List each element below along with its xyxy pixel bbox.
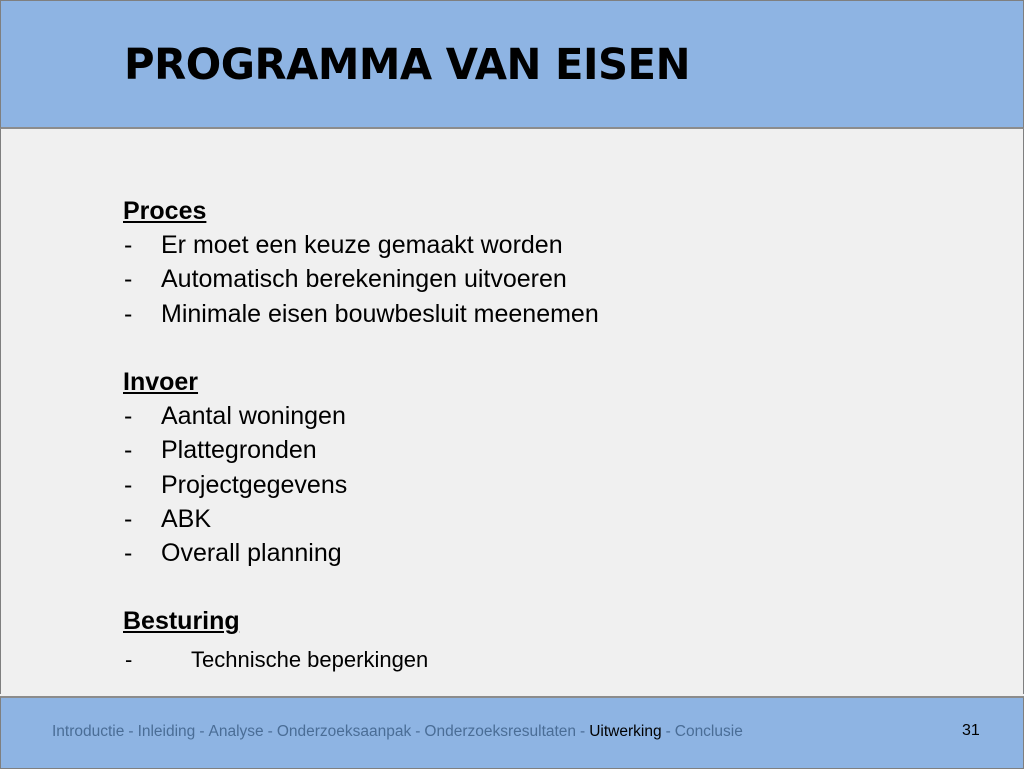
bullet-text: Minimale eisen bouwbesluit meenemen <box>161 299 599 328</box>
bullet-text: Automatisch berekeningen uitvoeren <box>161 265 567 294</box>
nav-separator: - <box>128 723 134 740</box>
bullet-text: Projectgegevens <box>161 470 348 499</box>
bullet-item <box>123 228 599 262</box>
bullet-text: ABK <box>161 504 212 533</box>
nav-separator: - <box>665 723 671 740</box>
bullet-text: Plattegronden <box>161 436 317 465</box>
nav-item-conclusie[interactable]: Conclusie <box>674 723 743 740</box>
bullet-text: Overall planning <box>161 539 342 568</box>
bullet-item <box>123 645 599 675</box>
bullet-item <box>123 433 599 467</box>
bullet-dash: - <box>124 504 133 533</box>
slide-body <box>123 194 599 675</box>
bullet-item <box>123 468 599 502</box>
bullet-dash: - <box>124 470 133 499</box>
bullet-dash: - <box>124 402 133 431</box>
slide-title: PROGRAMMA VAN EISEN <box>124 40 690 90</box>
bullet-dash: - <box>124 436 133 465</box>
nav-item-uitwerking[interactable]: Uitwerking <box>589 723 662 740</box>
page-number: 31 <box>962 722 980 739</box>
section-heading-invoer: Invoer <box>123 368 199 396</box>
bullet-dash: - <box>124 299 133 328</box>
bullet-dash: - <box>125 646 133 672</box>
section-heading-proces: Proces <box>123 197 207 225</box>
section-heading-besturing: Besturing <box>123 607 240 636</box>
bullet-text: Er moet een keuze gemaakt worden <box>161 231 563 260</box>
bullet-item <box>123 297 599 331</box>
slide-header <box>0 0 1024 129</box>
footer-navigation <box>52 723 743 741</box>
nav-separator: - <box>580 723 586 740</box>
nav-item-analyse[interactable]: Analyse <box>208 723 264 740</box>
bullet-dash: - <box>124 539 133 568</box>
bullet-item <box>123 502 599 536</box>
bullet-item <box>123 399 599 433</box>
bullet-item <box>123 536 599 570</box>
nav-item-onderzoeksresultaten[interactable]: Onderzoeksresultaten <box>424 723 577 740</box>
section-spacer <box>123 570 599 604</box>
bullet-item <box>123 262 599 296</box>
slide-footer <box>0 696 1024 769</box>
bullet-text: Aantal woningen <box>161 402 346 431</box>
nav-separator: - <box>267 723 273 740</box>
nav-item-inleiding[interactable]: Inleiding <box>137 723 196 740</box>
section-spacer <box>123 331 599 365</box>
nav-separator: - <box>415 723 421 740</box>
bullet-dash: - <box>124 231 133 260</box>
bullet-dash: - <box>124 265 133 294</box>
bullet-text: Technische beperkingen <box>191 646 429 672</box>
nav-item-onderzoeksaanpak[interactable]: Onderzoeksaanpak <box>276 723 412 740</box>
nav-item-introductie[interactable]: Introductie <box>52 723 125 740</box>
nav-separator: - <box>199 723 205 740</box>
